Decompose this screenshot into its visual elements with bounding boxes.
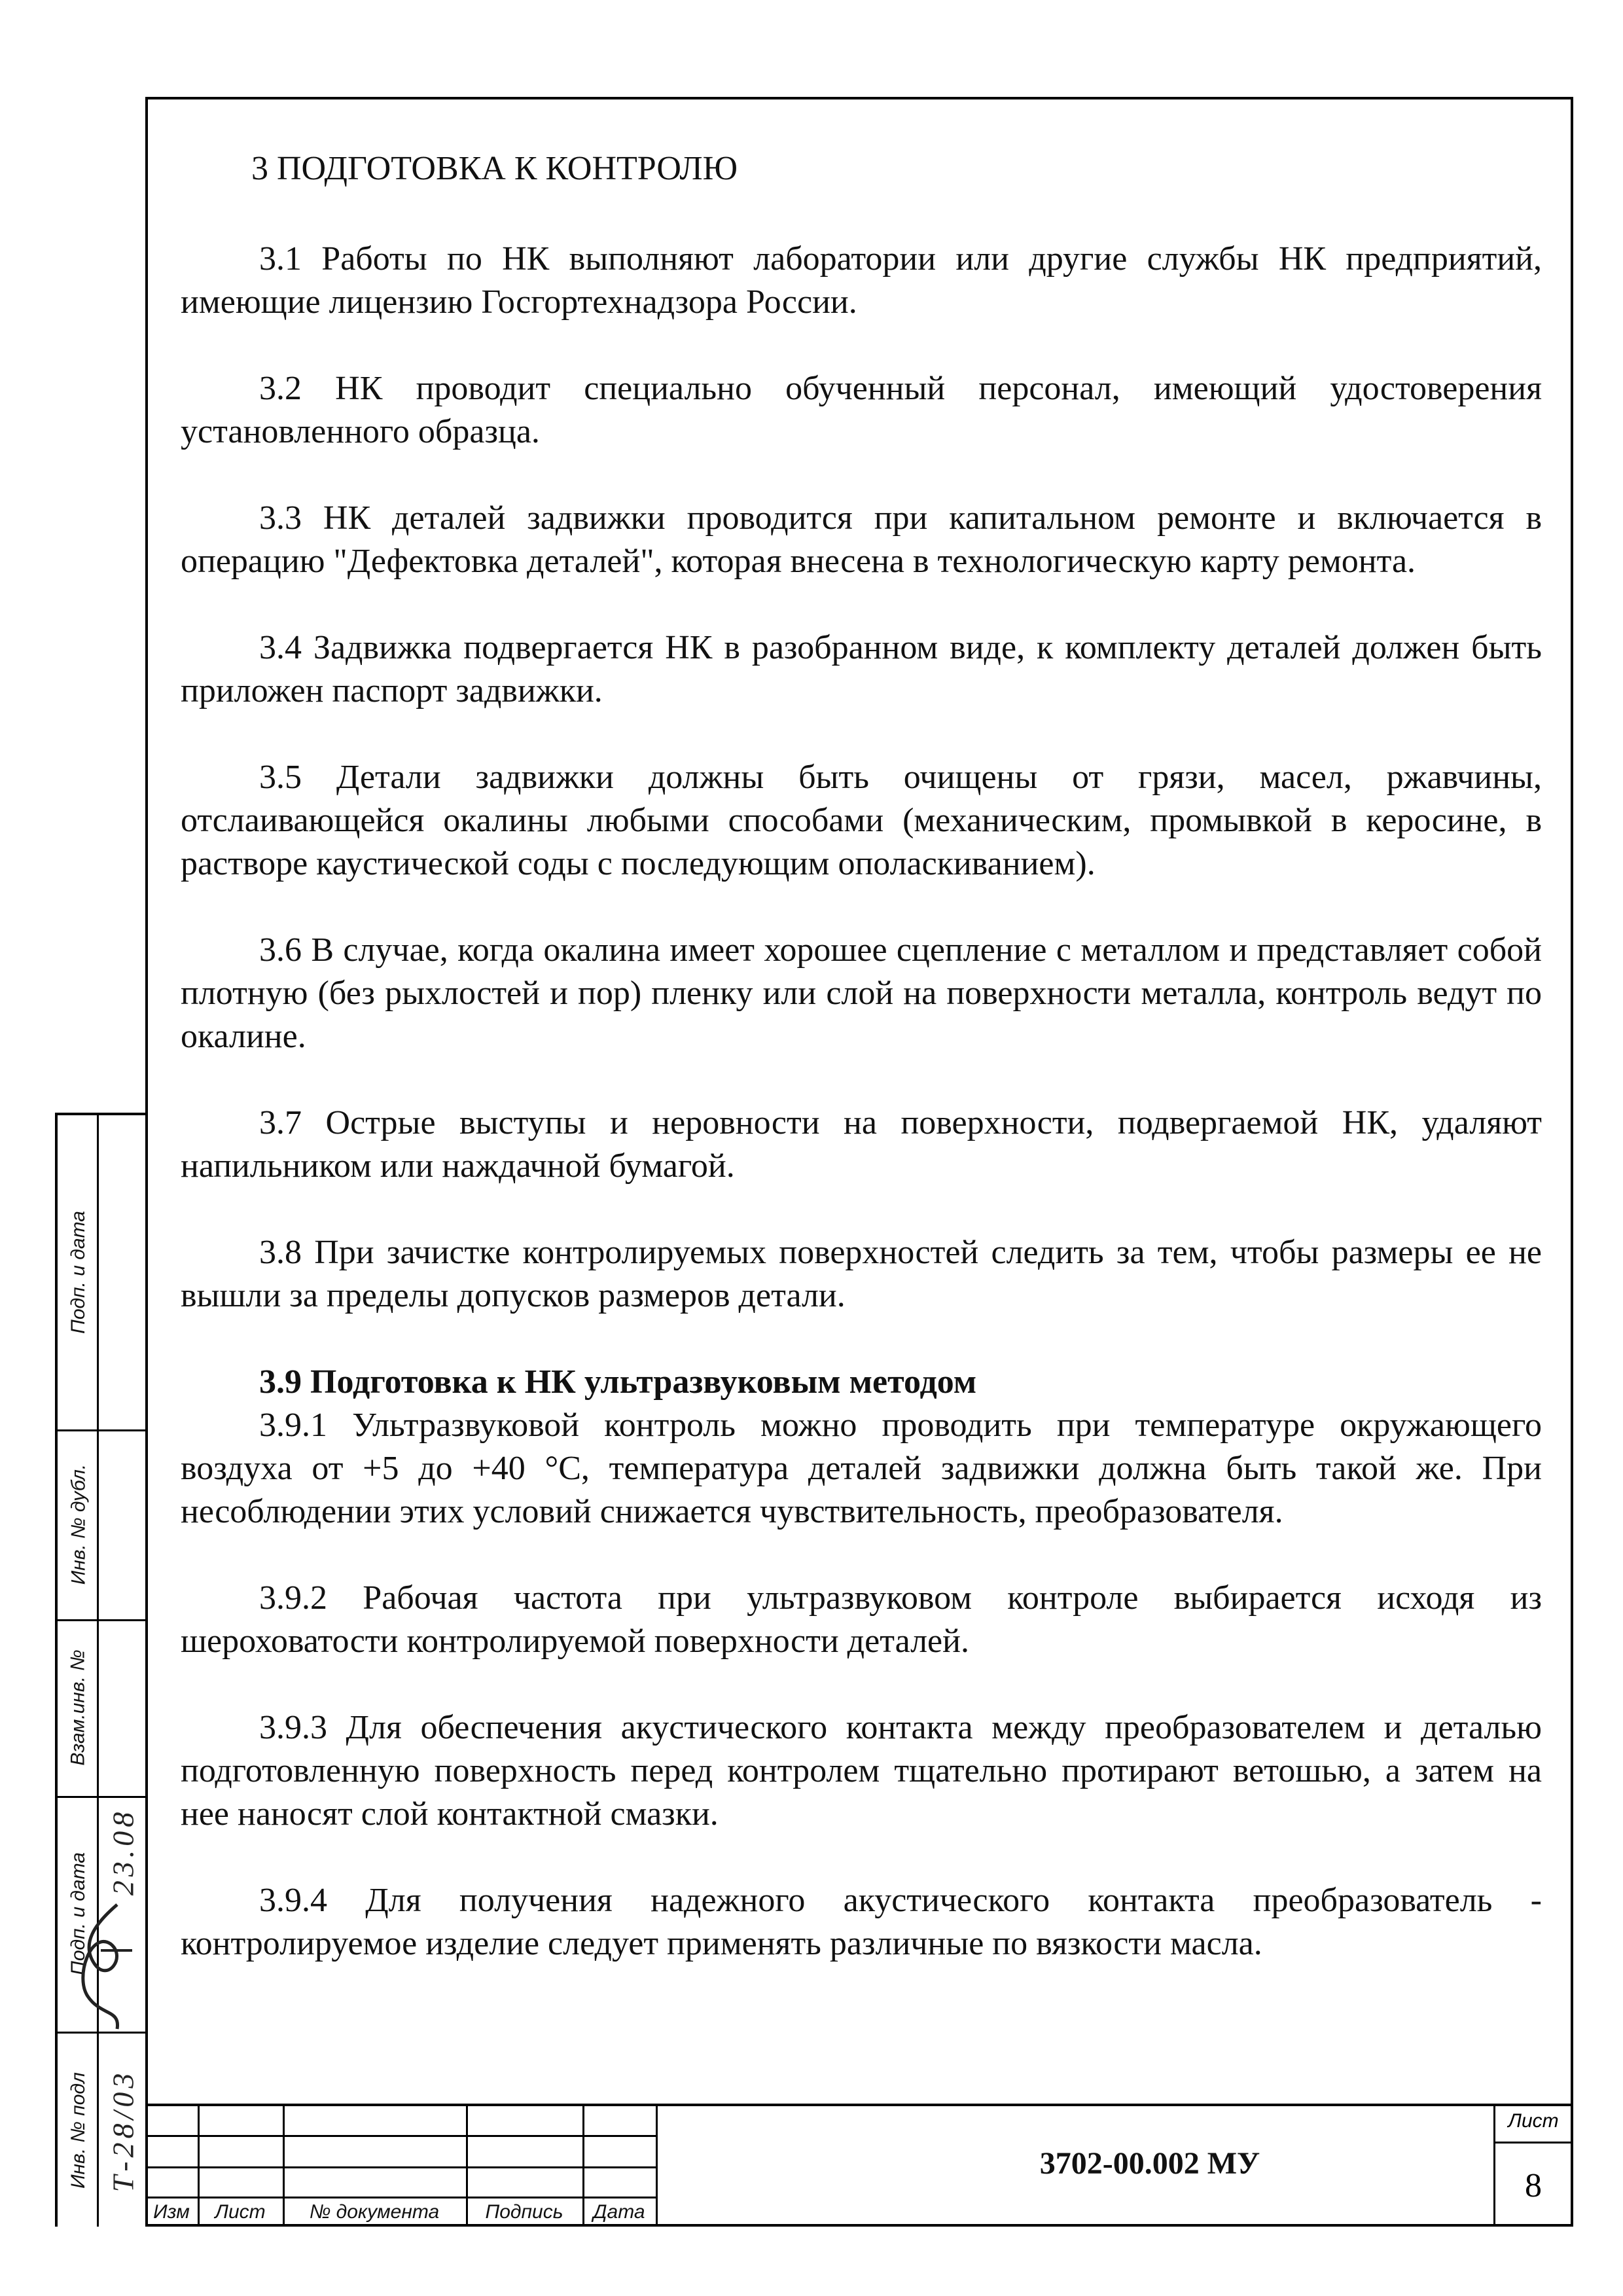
paragraph-3-9-1: 3.9.1 Ультразвуковой контроль можно проводить при температуре окружающего воздуха от +5 до +40 °С, температура деталей задвижки должна быть такой же. При несоблюдении этих условий снижается чувствительность, преобразователя. — [181, 1407, 1542, 1530]
paragraph-3-3: 3.3 НК деталей задвижки проводится при капитальном ремонте и включается в операцию "Дефектовка деталей", которая внесена в технологическую карту ремонта. — [181, 499, 1542, 580]
tb-label-signature: Подпись — [485, 2201, 563, 2223]
paragraph-3-9-3: 3.9.3 Для обеспечения акустического контакта между преобразователем и деталью подготовленную поверхность перед контролем тщательно протирают ветошью, а затем на нее наносят слой контактной смазки. — [181, 1709, 1542, 1833]
side-inv-value: Т-28/03 — [106, 2069, 140, 2192]
paragraph-3-9-2: 3.9.2 Рабочая частота при ультразвуковом контроле выбирается исходя из шероховатости контролируемой поверхности деталей. — [181, 1579, 1542, 1660]
side-label-sign-date: Подп. и дата — [67, 1211, 89, 1334]
paragraph-3-4: 3.4 Задвижка подвергается НК в разобранном виде, к комплекту деталей должен быть приложен паспорт задвижки. — [181, 629, 1542, 709]
tb-label-doc-number: № документа — [309, 2201, 440, 2223]
title-block — [145, 2104, 1573, 2227]
tb-rule — [145, 2166, 656, 2168]
tb-rule — [145, 2135, 656, 2137]
paragraph-3-2: 3.2 НК проводит специально обученный персонал, имеющий удостоверения установленного образца. — [181, 370, 1542, 450]
paragraph-3-6: 3.6 В случае, когда окалина имеет хорошее сцепление с металлом и представляет собой плотную (без рыхлостей и пор) пленку или слой на поверхности металла, контроль ведут по окалине. — [181, 931, 1542, 1055]
tb-label-sheet: Лист — [215, 2201, 266, 2223]
section-title: 3 ПОДГОТОВКА К КОНТРОЛЮ — [251, 150, 738, 187]
document-body — [181, 147, 1542, 2009]
signature-icon — [55, 1885, 140, 2049]
tb-rule — [1493, 2142, 1573, 2144]
side-stamp-divider — [97, 1115, 99, 2227]
side-label-sign-date-2: Подп. и дата — [67, 1852, 89, 1975]
tb-label-date: Дата — [593, 2201, 645, 2223]
paragraph-3-7: 3.7 Острые выступы и неровности на поверхности, подвергаемой НК, удаляют напильником или наждачной бумагой. — [181, 1104, 1542, 1185]
paragraph-3-1: 3.1 Работы по НК выполняют лаборатории или другие службы НК предприятий, имеющие лицензию Госгортехнадзора России. — [181, 240, 1542, 321]
tb-label-change: Изм — [153, 2201, 190, 2223]
side-label-replace-inv: Взам.инв. № — [67, 1649, 89, 1766]
subsection-title: 3.9 Подготовка к НК ультразвуковым методом — [259, 1363, 977, 1401]
side-stamp — [55, 1113, 145, 2227]
paragraph-3-5: 3.5 Детали задвижки должны быть очищены от грязи, масел, ржавчины, отслаивающейся окалины любыми способами (механическим, промывкой в керосине, в растворе каустической соды с последующим ополаскиванием). — [181, 759, 1542, 882]
document-code: 3702-00.002 МУ — [1039, 2146, 1260, 2181]
side-label-dup-inv: Инв. № дубл. — [67, 1463, 89, 1585]
paragraph-3-8: 3.8 При зачистке контролируемых поверхностей следить за тем, чтобы размеры ее не вышли за пределы допусков размеров детали. — [181, 1234, 1542, 1314]
side-label-orig-inv: Инв. № подл — [67, 2072, 90, 2189]
sheet-label: Лист — [1508, 2110, 1559, 2132]
paragraph-3-9-4: 3.9.4 Для получения надежного акустического контакта преобразователь - контролируемое изделие следует применять различные по вязкости масла. — [181, 1882, 1542, 1962]
sheet-number: 8 — [1525, 2167, 1542, 2204]
tb-divider — [656, 2106, 658, 2227]
side-date-value: 23.08 — [106, 1808, 140, 1895]
